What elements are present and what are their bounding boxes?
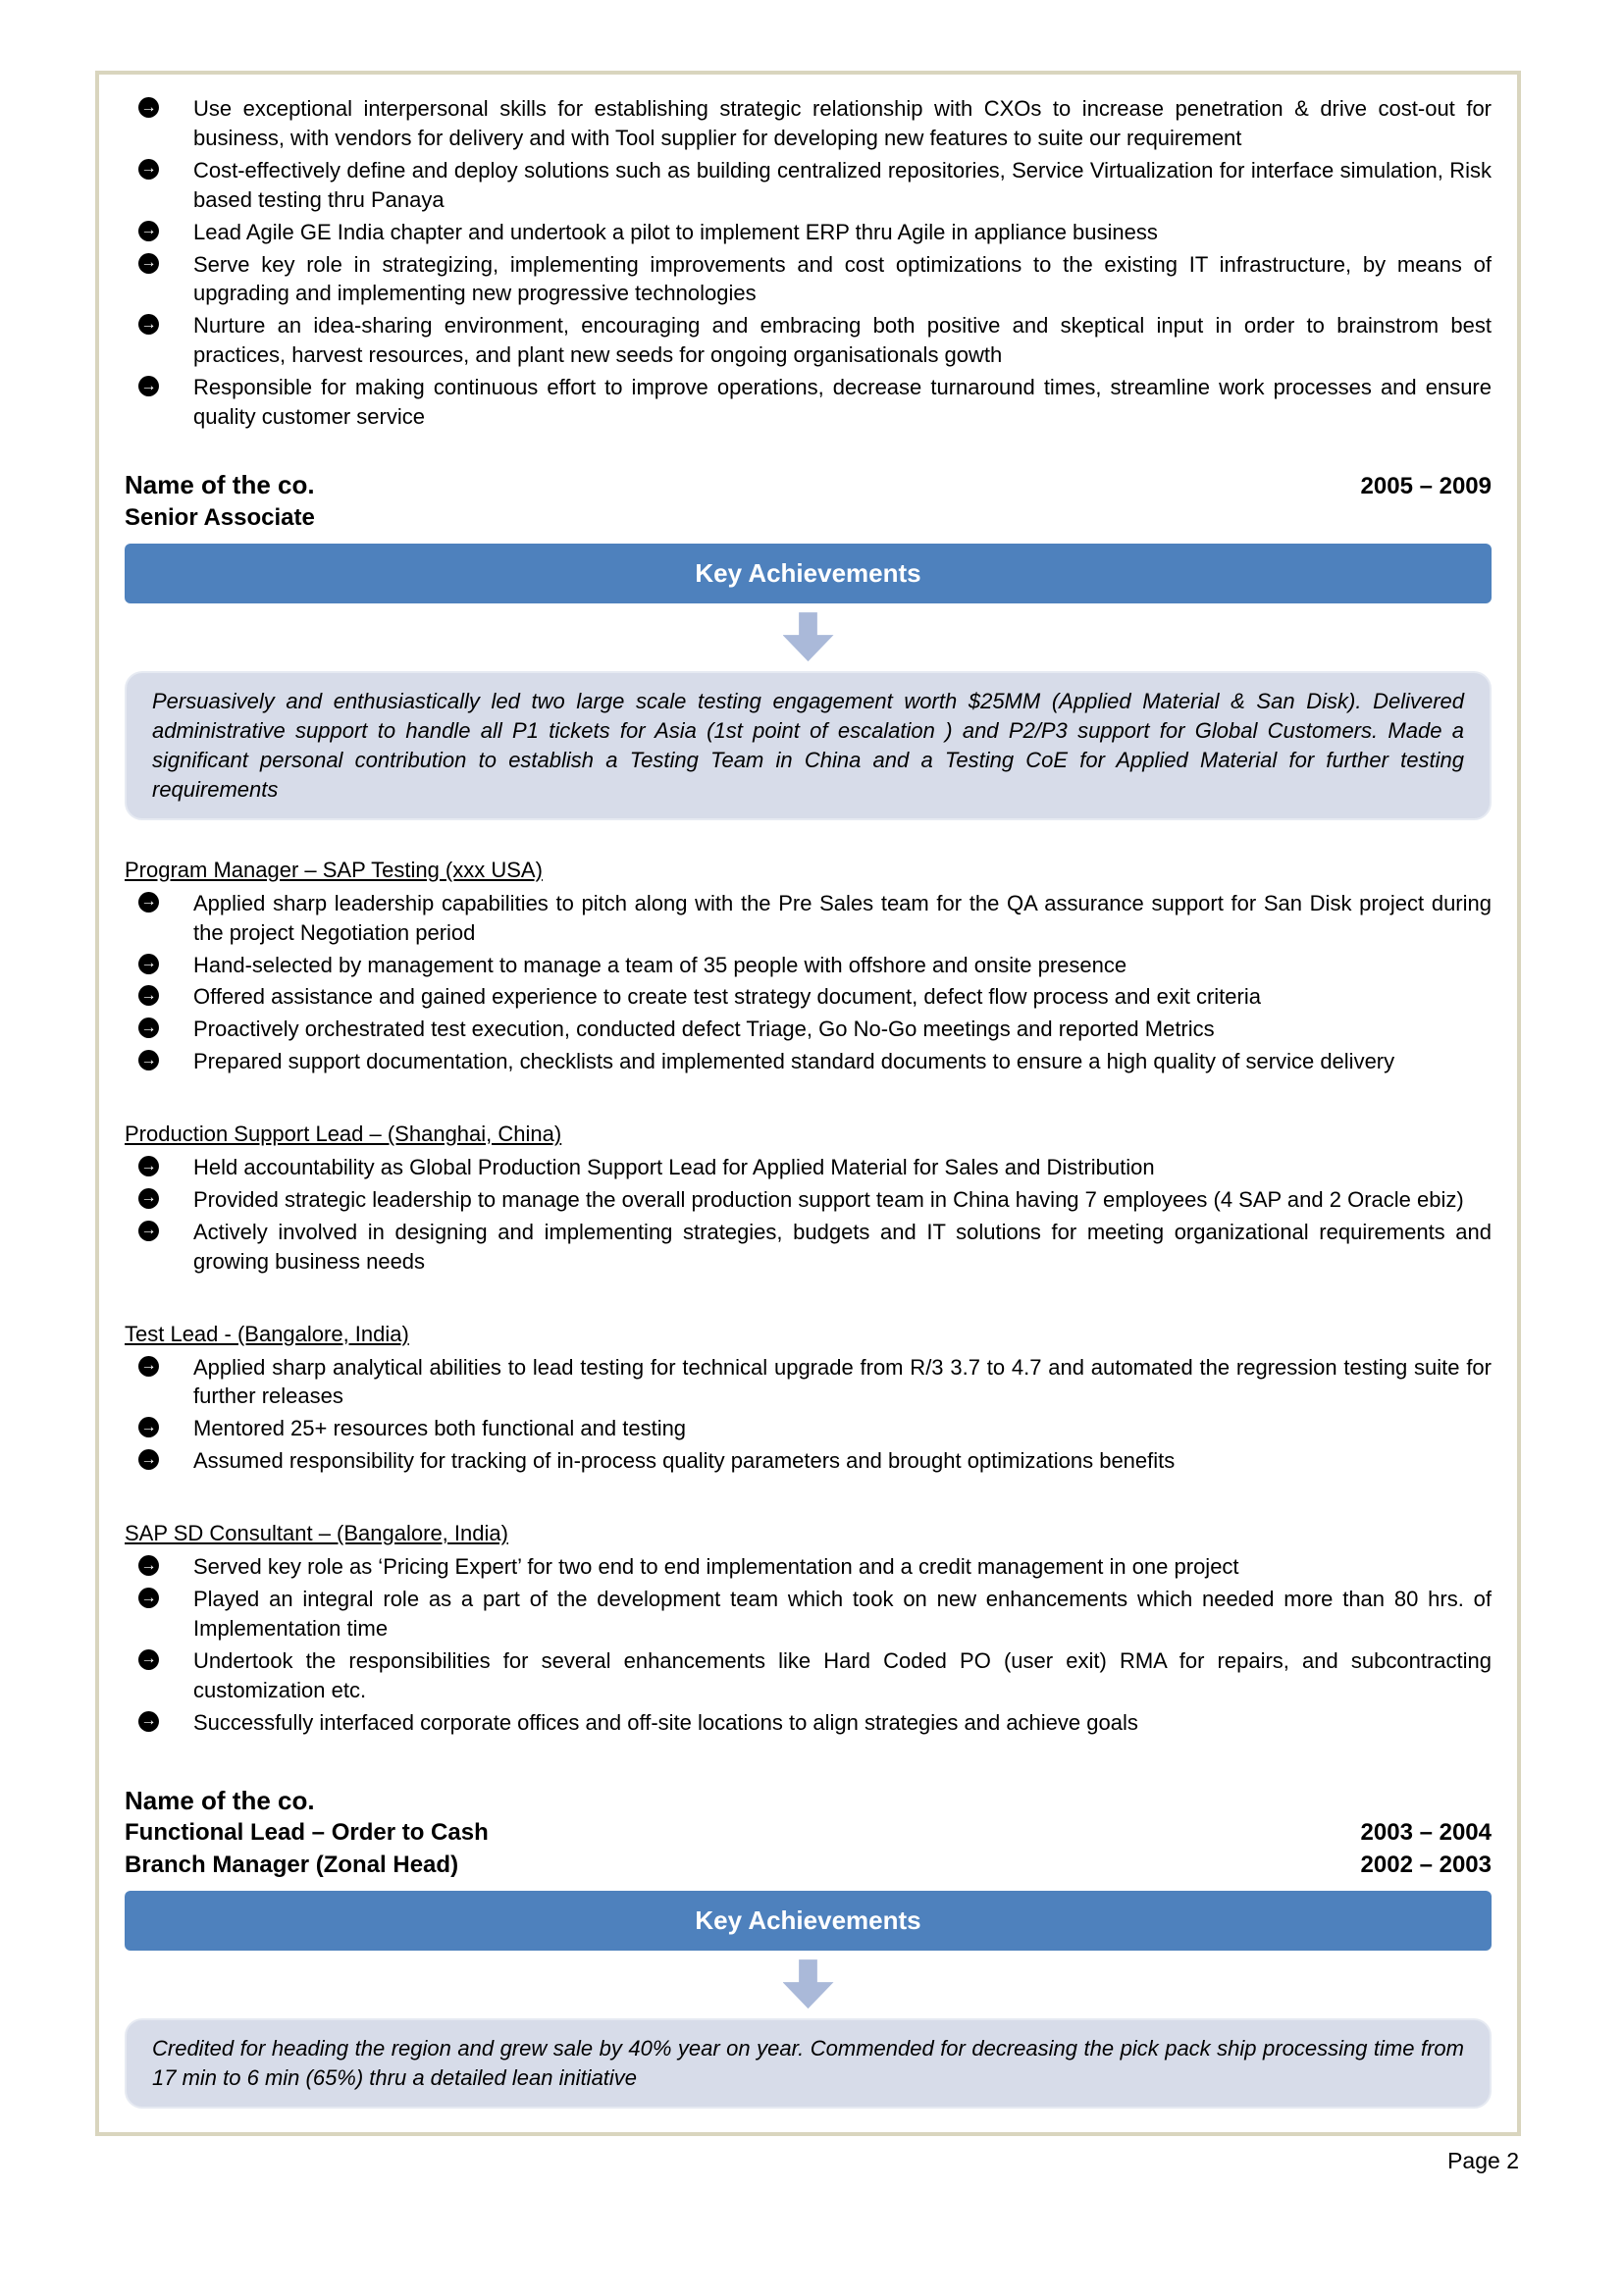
key-achievements-banner-2: [125, 1891, 1492, 1951]
bullet-item: [140, 1185, 1492, 1215]
page-number: Page 2: [1447, 2147, 1519, 2173]
job2-position-title: Functional Lead – Order to Cash: [125, 1819, 489, 1847]
bullet-item: [140, 1552, 1492, 1582]
job1-dates: 2005 – 2009: [1360, 472, 1492, 499]
achievement-summary-box-2: [125, 2018, 1492, 2109]
arrow-bullet-icon: →: [138, 1188, 159, 1209]
arrow-bullet-icon: →: [138, 253, 159, 274]
arrow-bullet-icon: →: [138, 1449, 159, 1470]
bullet-text: Successfully interfaced corporate offices and off-site locations to align strategies and achieve goals: [193, 1709, 1138, 1735]
arrow-bullet-icon: →: [138, 954, 159, 974]
bullet-item: [140, 1708, 1492, 1738]
bullet-text: Nurture an idea-sharing environment, encouraging and embracing both positive and skeptical input in order to brainstrom best practices, harvest resources, and plant new seeds for ongoing organisationals gowth: [193, 313, 1492, 368]
arrow-row-2: [125, 1951, 1492, 2018]
bullet-item: [140, 1414, 1492, 1443]
job1-title: Senior Associate: [125, 503, 315, 531]
bullet-item: [140, 889, 1492, 948]
achievement-summary-text: Credited for heading the region and grew sale by 40% year on year. Commended for decreasing the pick pack ship processing time from 17 min to 6 min (65%) thru a detailed lean initiative: [152, 2036, 1464, 2091]
bullet-item: [140, 1047, 1492, 1076]
down-arrow-icon: [783, 1959, 834, 2009]
role-bullet-list: [125, 1552, 1492, 1737]
arrow-bullet-icon: →: [138, 985, 159, 1006]
bullet-text: Served key role as ‘Pricing Expert’ for two end to end implementation and a credit management in one project: [193, 1554, 1239, 1580]
bullet-item: [140, 94, 1492, 153]
bullet-text: Applied sharp analytical abilities to lead testing for technical upgrade from R/3 3.7 to 4.7 and automated the regression testing suite for further releases: [193, 1354, 1492, 1409]
arrow-bullet-icon: →: [138, 1018, 159, 1038]
bullet-text: Serve key role in strategizing, implementing improvements and cost optimizations to the existing IT infrastructure, by means of upgrading and implementing new progressive technologies: [193, 251, 1492, 306]
arrow-bullet-icon: →: [138, 1050, 159, 1070]
bullet-item: [140, 1015, 1492, 1044]
job2-position-title: Branch Manager (Zonal Head): [125, 1851, 459, 1878]
bullet-item: [140, 311, 1492, 370]
job2-position-dates: 2002 – 2003: [1360, 1851, 1492, 1878]
bullet-text: Applied sharp leadership capabilities to pitch along with the Pre Sales team for the QA assurance support for San Disk project during the project Negotiation period: [193, 890, 1492, 945]
bullet-item: [140, 156, 1492, 215]
intro-bullet-list: [125, 94, 1492, 432]
bullet-item: [140, 982, 1492, 1012]
arrow-bullet-icon: →: [138, 1156, 159, 1176]
bullet-text: Played an integral role as a part of the development team which took on new enhancements which needed more than 80 hrs. of Implementation time: [193, 1587, 1492, 1641]
bullet-item: [140, 1646, 1492, 1705]
role-section: [125, 1320, 1492, 1477]
bullet-item: [140, 1353, 1492, 1412]
achievement-summary-text: Persuasively and enthusiastically led two large scale testing engagement worth $25MM (Applied Material & San Disk). Delivered administrative support to handle all P1 tickets for Asia (1st point of escalation ) and P2/P3 support for Global Customers. Made a significant personal contribution to establish a Testing Team in China and a Testing CoE for Applied Material for further testing requirements: [152, 689, 1464, 802]
role-bullet-list: [125, 1153, 1492, 1277]
bullet-text: Held accountability as Global Production Support Lead for Applied Material for Sales and Distribution: [193, 1155, 1155, 1180]
bullet-text: Assumed responsibility for tracking of in-process quality parameters and brought optimizations benefits: [193, 1448, 1176, 1474]
job1-header: [125, 469, 1492, 534]
bullet-item: [140, 1585, 1492, 1644]
bullet-item: [140, 1446, 1492, 1476]
bullet-text: Lead Agile GE India chapter and undertook a pilot to implement ERP thru Agile in appliance business: [193, 219, 1158, 244]
bullet-text: Prepared support documentation, checklists and implemented standard documents to ensure a high quality of service delivery: [193, 1049, 1395, 1074]
arrow-bullet-icon: →: [138, 314, 159, 335]
role-section: [125, 1519, 1492, 1737]
role-sections: [125, 856, 1492, 1738]
arrow-row-1: [125, 603, 1492, 671]
bullet-item: [140, 951, 1492, 980]
company-name: Name of the co.: [125, 1785, 315, 1815]
bullet-item: [140, 250, 1492, 309]
arrow-bullet-icon: →: [138, 1356, 159, 1377]
role-bullet-list: [125, 1353, 1492, 1477]
arrow-bullet-icon: →: [138, 376, 159, 396]
arrow-bullet-icon: →: [138, 1649, 159, 1670]
key-achievements-banner-1: [125, 544, 1492, 603]
job2-position-row: [125, 1817, 1492, 1849]
arrow-bullet-icon: →: [138, 1555, 159, 1576]
banner-label: Key Achievements: [695, 1905, 921, 1936]
job1-company-row: [125, 469, 1492, 502]
company-name: Name of the co.: [125, 469, 315, 499]
bullet-text: Offered assistance and gained experience to create test strategy document, defect flow process and exit criteria: [193, 984, 1261, 1010]
arrow-bullet-icon: →: [138, 1417, 159, 1437]
bullet-text: Actively involved in designing and implementing strategies, budgets and IT solutions for meeting organizational requirements and growing business needs: [193, 1219, 1492, 1274]
role-heading: Program Manager – SAP Testing (xxx USA): [125, 857, 543, 882]
bullet-text: Use exceptional interpersonal skills for establishing strategic relationship with CXOs to increase penetration & drive cost-out for business, with vendors for delivery and with Tool supplier for developing new features to suite our requirement: [193, 96, 1492, 150]
arrow-bullet-icon: →: [138, 97, 159, 118]
bullet-item: [140, 1218, 1492, 1277]
role-heading: Production Support Lead – (Shanghai, China): [125, 1122, 562, 1147]
bullet-text: Hand-selected by management to manage a team of 35 people with offshore and onsite presence: [193, 952, 1127, 977]
bullet-text: Proactively orchestrated test execution, conducted defect Triage, Go No-Go meetings and reported Metrics: [193, 1017, 1215, 1042]
bullet-text: Cost-effectively define and deploy solutions such as building centralized repositories, Service Virtualization for interface simulation, Risk based testing thru Panaya: [193, 157, 1492, 212]
arrow-bullet-icon: →: [138, 1221, 159, 1241]
bullet-text: Mentored 25+ resources both functional and testing: [193, 1416, 687, 1441]
bullet-item: [140, 1153, 1492, 1182]
arrow-bullet-icon: →: [138, 159, 159, 180]
role-bullet-list: [125, 889, 1492, 1076]
bullet-item: [140, 218, 1492, 247]
bullet-text: Responsible for making continuous effort to improve operations, decrease turnaround times, streamline work processes and ensure quality customer service: [193, 375, 1492, 430]
down-arrow-icon: [783, 612, 834, 661]
role-heading: SAP SD Consultant – (Bangalore, India): [125, 1521, 508, 1546]
banner-label: Key Achievements: [695, 558, 921, 589]
role-section: [125, 1120, 1492, 1277]
document-content-frame: [95, 71, 1521, 2136]
achievement-summary-box-1: [125, 671, 1492, 820]
job2-header: [125, 1785, 1492, 1882]
bullet-text: Undertook the responsibilities for several enhancements like Hard Coded PO (user exit) RMA for repairs, and subcontracting customization etc.: [193, 1647, 1492, 1702]
job2-position-list: [125, 1817, 1492, 1881]
arrow-bullet-icon: →: [138, 1711, 159, 1732]
job2-position-row: [125, 1850, 1492, 1881]
arrow-bullet-icon: →: [138, 892, 159, 913]
role-section: [125, 856, 1492, 1076]
arrow-bullet-icon: →: [138, 1588, 159, 1608]
bullet-text: Provided strategic leadership to manage the overall production support team in China having 7 employees (4 SAP and 2 Oracle ebiz): [193, 1186, 1464, 1212]
arrow-bullet-icon: →: [138, 221, 159, 241]
job2-position-dates: 2003 – 2004: [1360, 1819, 1492, 1847]
role-heading: Test Lead - (Bangalore, India): [125, 1321, 409, 1346]
bullet-item: [140, 373, 1492, 432]
